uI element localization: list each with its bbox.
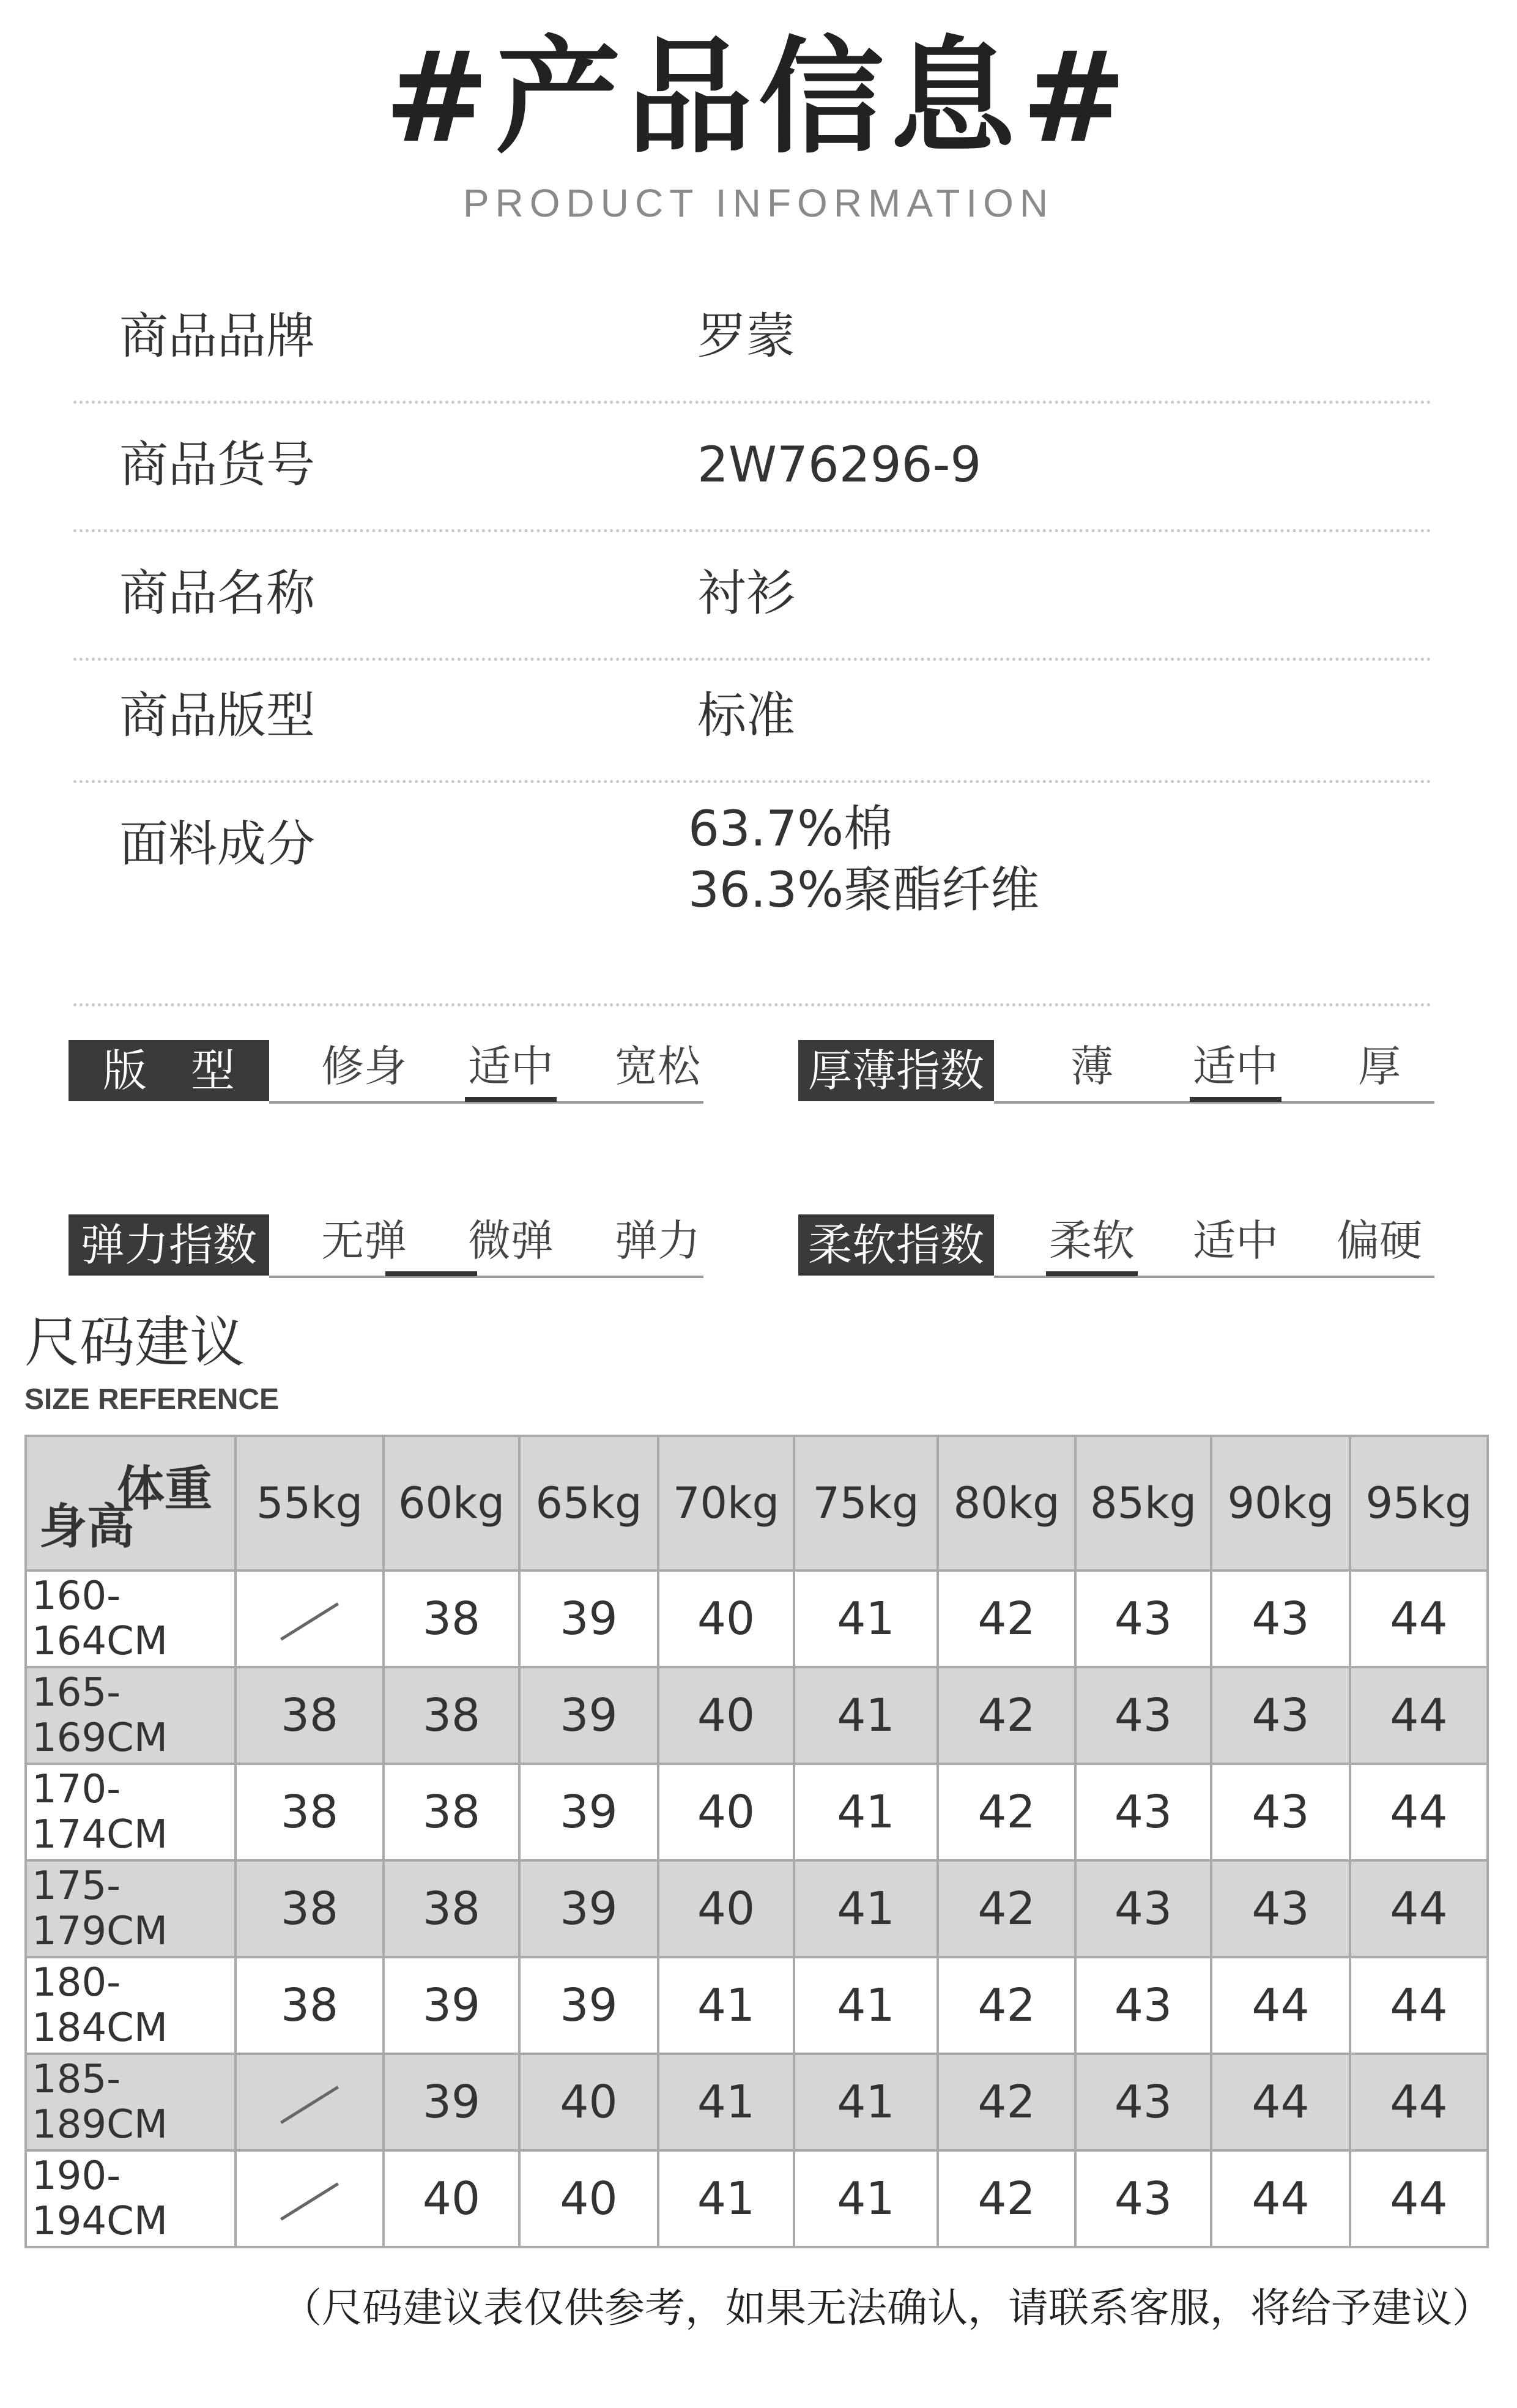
- not-applicable-slash: [280, 2086, 339, 2124]
- size-cell: 41: [794, 1764, 938, 1860]
- size-cell: 43: [1211, 1570, 1350, 1667]
- size-cell: 41: [794, 2054, 938, 2150]
- size-cell: 38: [236, 1764, 384, 1860]
- softness-option-medium: 适中: [1193, 1216, 1278, 1266]
- corner-height-label: 身高: [39, 1499, 135, 1555]
- size-cell: 41: [658, 2054, 794, 2150]
- softness-option-soft: 柔软: [1049, 1216, 1135, 1266]
- size-cell: 40: [658, 1860, 794, 1957]
- elasticity-option-none: 无弹: [321, 1216, 407, 1266]
- size-cell: 44: [1350, 1667, 1488, 1764]
- size-table: [24, 1435, 1489, 2248]
- size-cell: 39: [384, 1957, 519, 2054]
- column-header: 85kg: [1075, 1436, 1211, 1570]
- divider: [73, 1003, 1431, 1006]
- size-cell: 44: [1350, 2150, 1488, 2247]
- size-cell: 39: [519, 1570, 658, 1667]
- size-cell: 40: [519, 2054, 658, 2150]
- fit-scale-title: 版 型: [69, 1040, 269, 1101]
- row-height-label: 165-169CM: [26, 1667, 236, 1764]
- size-cell: 41: [794, 1667, 938, 1764]
- size-cell: 43: [1075, 1860, 1211, 1957]
- size-cell: 39: [519, 1764, 658, 1860]
- size-cell: 38: [236, 1667, 384, 1764]
- size-cell: 43: [1211, 1764, 1350, 1860]
- not-applicable-slash: [280, 1602, 339, 1641]
- size-cell: 44: [1211, 2150, 1350, 2247]
- column-header: 95kg: [1350, 1436, 1488, 1570]
- size-cell: 41: [794, 1570, 938, 1667]
- softness-selected-marker: [1046, 1271, 1138, 1276]
- info-label-brand: 商品品牌: [119, 308, 315, 365]
- fit-option-loose: 宽松: [615, 1041, 700, 1091]
- size-reference-subtitle: SIZE REFERENCE: [24, 1383, 280, 1416]
- info-value-name: 衬衫: [697, 565, 795, 622]
- size-cell: 44: [1350, 1764, 1488, 1860]
- size-cell: 40: [658, 1570, 794, 1667]
- size-cell: 42: [938, 1570, 1075, 1667]
- corner-weight-label: 体重: [116, 1462, 212, 1517]
- softness-scale-title: 柔软指数: [798, 1214, 994, 1276]
- table-row: [26, 2150, 1488, 2247]
- size-cell: 42: [938, 1860, 1075, 1957]
- info-label-item-number: 商品货号: [119, 436, 315, 493]
- column-header: 55kg: [236, 1436, 384, 1570]
- divider: [73, 780, 1431, 783]
- size-cell: 38: [384, 1570, 519, 1667]
- size-note: （尺码建议表仅供参考，如果无法确认，请联系客服，将给予建议）: [281, 2284, 1493, 2332]
- not-applicable-cell: [236, 2150, 384, 2247]
- size-cell: 44: [1350, 1570, 1488, 1667]
- size-cell: 41: [658, 1957, 794, 2054]
- column-header: 75kg: [794, 1436, 938, 1570]
- table-row: [26, 1957, 1488, 2054]
- column-header: 60kg: [384, 1436, 519, 1570]
- row-height-label: 160-164CM: [26, 1570, 236, 1667]
- row-height-label: 170-174CM: [26, 1764, 236, 1860]
- page-title: #产品信息#: [384, 25, 1133, 171]
- size-cell: 42: [938, 1764, 1075, 1860]
- table-row: [26, 2054, 1488, 2150]
- elasticity-scale-line: [269, 1276, 703, 1278]
- table-row: [26, 1570, 1488, 1667]
- size-cell: 38: [236, 1957, 384, 2054]
- info-value-fabric-line1: 63.7%棉: [688, 800, 893, 857]
- column-header: 90kg: [1211, 1436, 1350, 1570]
- size-cell: 39: [384, 2054, 519, 2150]
- size-table-corner: [26, 1436, 236, 1570]
- size-cell: 41: [794, 2150, 938, 2247]
- size-cell: 38: [236, 1860, 384, 1957]
- size-cell: 43: [1211, 1860, 1350, 1957]
- info-value-brand: 罗蒙: [697, 308, 795, 365]
- elasticity-option-stretch: 弹力: [615, 1216, 700, 1266]
- row-height-label: 190-194CM: [26, 2150, 236, 2247]
- elasticity-option-slight: 微弹: [468, 1216, 554, 1266]
- divider: [73, 658, 1431, 661]
- not-applicable-cell: [236, 2054, 384, 2150]
- table-row: [26, 1667, 1488, 1764]
- column-header: 70kg: [658, 1436, 794, 1570]
- size-cell: 43: [1211, 1667, 1350, 1764]
- info-value-fit: 标准: [697, 687, 795, 744]
- elasticity-scale-title: 弹力指数: [69, 1214, 269, 1276]
- divider: [73, 401, 1431, 404]
- size-cell: 43: [1075, 1957, 1211, 2054]
- size-cell: 42: [938, 2054, 1075, 2150]
- table-row: [26, 1860, 1488, 1957]
- size-cell: 42: [938, 2150, 1075, 2247]
- size-reference-title: 尺码建议: [24, 1310, 245, 1375]
- fit-selected-marker: [465, 1097, 557, 1102]
- size-cell: 41: [794, 1957, 938, 2054]
- fit-option-slim: 修身: [321, 1041, 407, 1091]
- size-table-header-row: [26, 1436, 1488, 1570]
- column-header: 80kg: [938, 1436, 1075, 1570]
- size-cell: 40: [384, 2150, 519, 2247]
- size-cell: 43: [1075, 1764, 1211, 1860]
- thickness-selected-marker: [1190, 1097, 1281, 1102]
- size-cell: 40: [658, 1667, 794, 1764]
- size-cell: 42: [938, 1957, 1075, 2054]
- elasticity-selected-marker: [385, 1271, 477, 1276]
- size-cell: 44: [1211, 1957, 1350, 2054]
- size-cell: 40: [658, 1764, 794, 1860]
- info-value-fabric-line2: 36.3%聚酯纤维: [688, 861, 1040, 918]
- not-applicable-slash: [280, 2182, 339, 2221]
- divider: [73, 529, 1431, 532]
- not-applicable-cell: [236, 1570, 384, 1667]
- row-height-label: 180-184CM: [26, 1957, 236, 2054]
- size-cell: 39: [519, 1860, 658, 1957]
- size-cell: 41: [794, 1860, 938, 1957]
- size-cell: 38: [384, 1667, 519, 1764]
- size-cell: 41: [658, 2150, 794, 2247]
- row-height-label: 175-179CM: [26, 1860, 236, 1957]
- size-cell: 42: [938, 1667, 1075, 1764]
- thickness-option-thin: 薄: [1070, 1041, 1113, 1091]
- fit-option-regular: 适中: [468, 1041, 554, 1091]
- thickness-option-thick: 厚: [1358, 1041, 1401, 1091]
- size-cell: 44: [1350, 1860, 1488, 1957]
- page-subtitle: PRODUCT INFORMATION: [462, 181, 1055, 225]
- size-cell: 40: [519, 2150, 658, 2247]
- info-label-fit: 商品版型: [119, 687, 315, 744]
- thickness-scale-title: 厚薄指数: [798, 1040, 994, 1101]
- info-value-item-number: 2W76296-9: [697, 436, 982, 493]
- size-cell: 38: [384, 1764, 519, 1860]
- size-cell: 44: [1211, 2054, 1350, 2150]
- size-cell: 43: [1075, 2054, 1211, 2150]
- size-cell: 38: [384, 1860, 519, 1957]
- info-label-name: 商品名称: [119, 565, 315, 622]
- column-header: 65kg: [519, 1436, 658, 1570]
- size-cell: 43: [1075, 2150, 1211, 2247]
- table-row: [26, 1764, 1488, 1860]
- info-label-fabric: 面料成分: [119, 816, 315, 872]
- row-height-label: 185-189CM: [26, 2054, 236, 2150]
- size-cell: 39: [519, 1667, 658, 1764]
- softness-option-stiff: 偏硬: [1337, 1216, 1422, 1266]
- size-cell: 43: [1075, 1667, 1211, 1764]
- thickness-option-medium: 适中: [1193, 1041, 1278, 1091]
- size-cell: 44: [1350, 1957, 1488, 2054]
- size-cell: 39: [519, 1957, 658, 2054]
- size-cell: 43: [1075, 1570, 1211, 1667]
- size-cell: 44: [1350, 2054, 1488, 2150]
